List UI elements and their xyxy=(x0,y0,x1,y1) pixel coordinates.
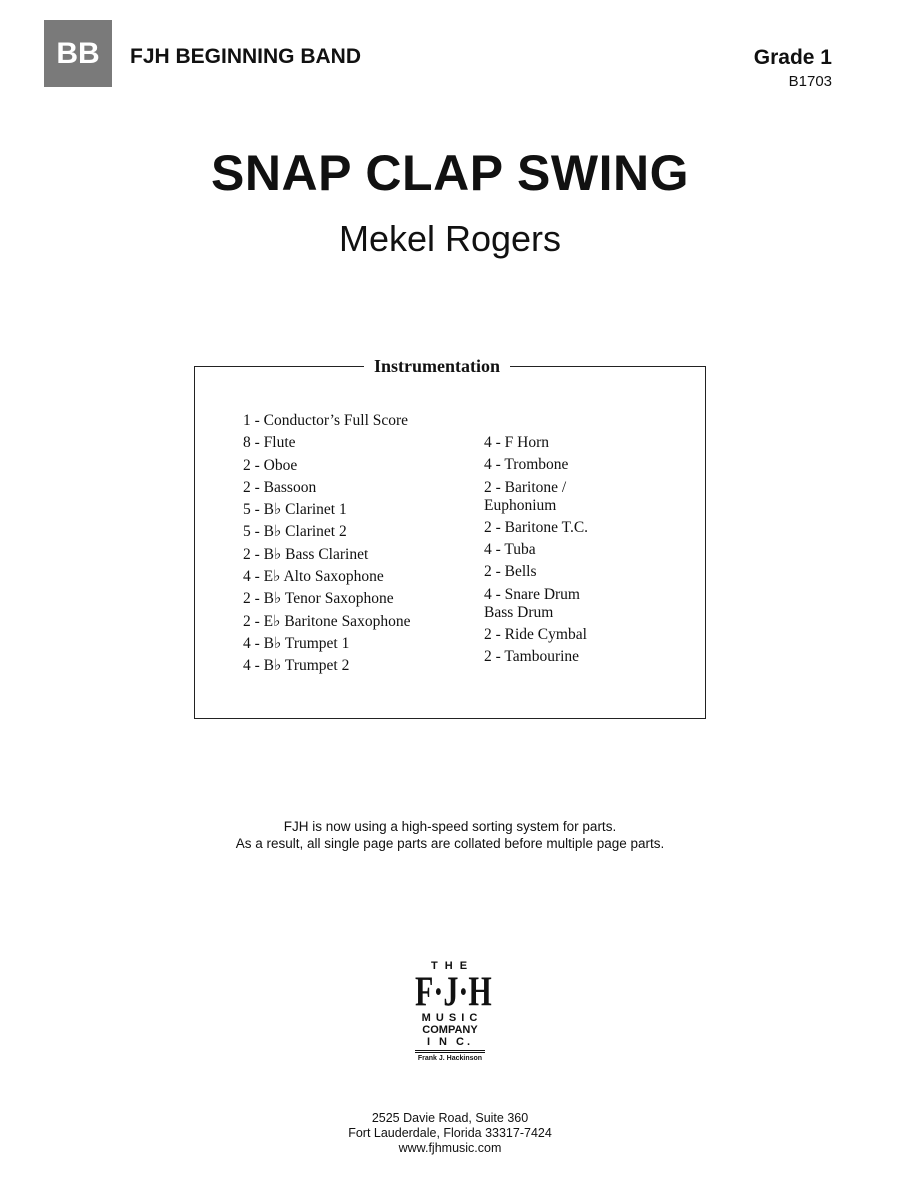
address xyxy=(0,1111,900,1156)
instrument-item: 4 - B♭ Trumpet 2 xyxy=(243,657,350,675)
logo-text: F·J·H xyxy=(415,969,492,1016)
logo-text: I N C. xyxy=(415,1036,485,1053)
website-link[interactable]: www.fjhmusic.com xyxy=(398,1141,502,1155)
instrument-item: 1 - Conductor’s Full Score xyxy=(243,412,409,429)
instrument-item: 4 - Trombone xyxy=(484,456,569,474)
instrument-item: 2 - Ride Cymbal xyxy=(484,626,587,644)
page-title: SNAP CLAP SWING xyxy=(211,145,689,201)
instrument-list-left xyxy=(243,412,410,680)
instrument-item: 2 - Tambourine xyxy=(484,648,580,666)
instrument-list-right xyxy=(484,434,588,671)
note-line: FJH is now using a high-speed sorting system for parts. xyxy=(283,819,617,834)
instrument-item: 2 - Oboe xyxy=(243,456,298,474)
series-badge: BB xyxy=(44,20,112,87)
grade-label: Grade 1 xyxy=(753,46,832,69)
note-line: As a result, all single page parts are collated before multiple page parts. xyxy=(235,836,665,851)
logo-signature: Frank J. Hackinson xyxy=(417,1055,483,1062)
instrumentation-heading: Instrumentation xyxy=(364,356,510,377)
address-line: Fort Lauderdale, Florida 33317-7424 xyxy=(348,1126,552,1140)
instrument-item: 2 - Baritone / Euphonium xyxy=(484,478,567,514)
series-name: FJH BEGINNING BAND xyxy=(130,45,362,68)
instrument-item: 2 - E♭ Baritone Saxophone xyxy=(243,612,411,630)
logo-text: COMPANY xyxy=(422,1024,478,1036)
address-line: 2525 Davie Road, Suite 360 xyxy=(371,1111,529,1125)
instrument-item: 5 - B♭ Clarinet 1 xyxy=(243,501,347,519)
instrument-item: 2 - Baritone T.C. xyxy=(484,518,589,536)
instrument-item: 2 - Bells xyxy=(484,563,537,581)
fjh-logo xyxy=(415,960,492,1062)
instrument-item: 2 - B♭ Tenor Saxophone xyxy=(243,590,394,608)
composer: Mekel Rogers xyxy=(338,218,562,259)
instrument-item: 5 - B♭ Clarinet 2 xyxy=(243,523,347,541)
sorting-note xyxy=(0,818,900,852)
instrument-item: 2 - B♭ Bass Clarinet xyxy=(243,545,369,563)
instrument-item: 2 - Bassoon xyxy=(243,478,317,496)
logo-text: T H E xyxy=(430,960,470,972)
instrument-item: 4 - B♭ Trumpet 1 xyxy=(243,634,350,652)
catalog-code: B1703 xyxy=(788,73,832,90)
logo-text: M U S I C xyxy=(421,1012,479,1024)
instrument-item: 8 - Flute xyxy=(243,434,296,452)
instrument-item: 4 - E♭ Alto Saxophone xyxy=(243,568,384,586)
instrument-item: 4 - F Horn xyxy=(484,434,550,451)
instrument-item: 4 - Snare Drum Bass Drum xyxy=(484,585,580,621)
instrument-item: 4 - Tuba xyxy=(484,541,536,559)
